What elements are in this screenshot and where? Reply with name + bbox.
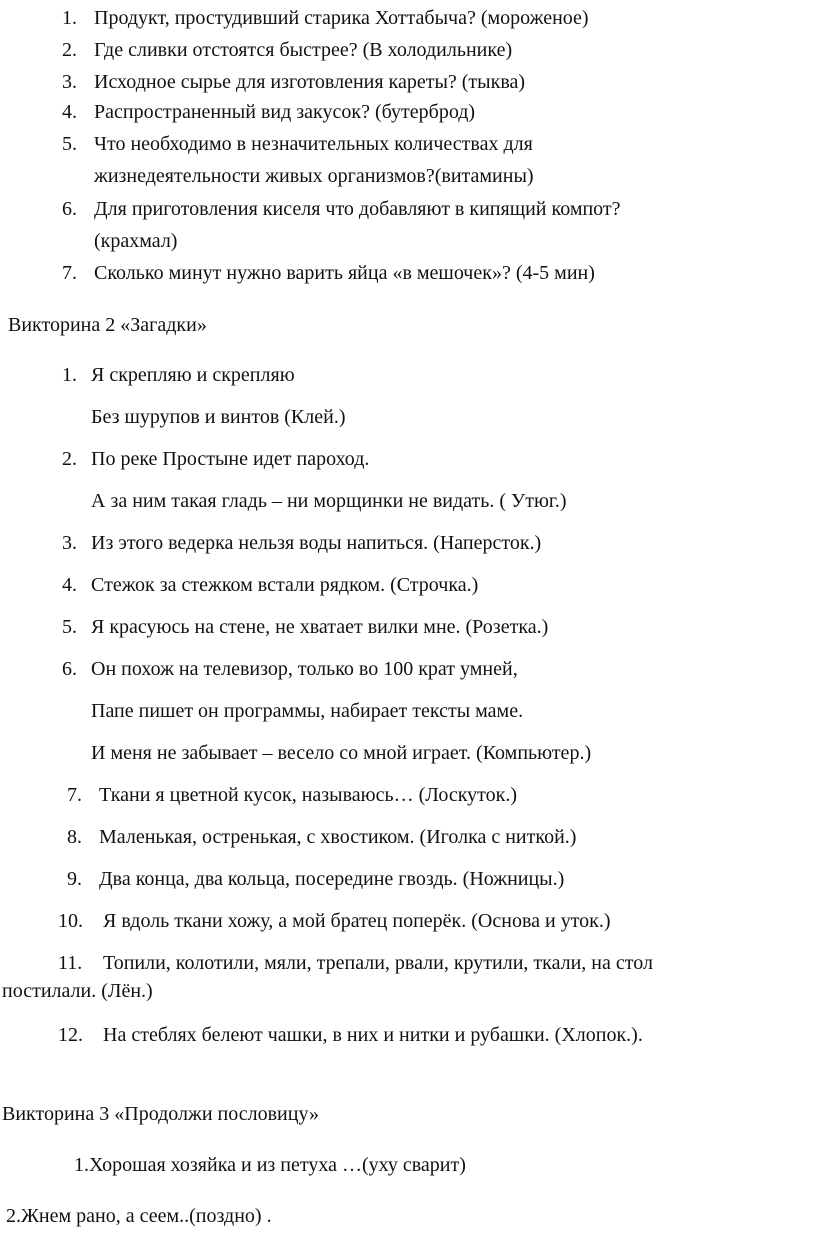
quiz2-item-5-number: 5. xyxy=(62,616,77,638)
quiz1-item-5-number: 5. xyxy=(62,133,77,155)
quiz2-item-7-text: Ткани я цветной кусок, называюсь… (Лоскуток.) xyxy=(99,784,517,806)
quiz2-item-2-text-line2: А за ним такая гладь – ни морщинки не видать. ( Утюг.) xyxy=(91,490,567,512)
quiz1-item-6-number: 6. xyxy=(62,198,77,220)
quiz1-item-2-number: 2. xyxy=(62,39,77,61)
quiz2-item-9-number: 9. xyxy=(67,868,82,890)
quiz2-item-10-number: 10. xyxy=(58,910,83,932)
quiz2-item-10-text: Я вдоль ткани хожу, а мой братец поперёк. (Основа и уток.) xyxy=(103,910,611,932)
quiz1-item-4-text: Распространенный вид закусок? (бутерброд) xyxy=(94,101,476,123)
quiz1-item-5-text-line2: жизнедеятельности живых организмов?(витамины) xyxy=(94,165,534,187)
quiz1-item-3-number: 3. xyxy=(62,71,77,93)
quiz2-heading: Викторина 2 «Загадки» xyxy=(8,314,207,336)
quiz1-item-6-text-line2: (крахмал) xyxy=(94,230,178,252)
quiz2-item-1-number: 1. xyxy=(62,364,77,386)
quiz2-item-11-number: 11. xyxy=(58,952,83,974)
quiz2-item-1-text-line1: Я скрепляю и скрепляю xyxy=(91,364,295,386)
quiz1-item-6-text-line1: Для приготовления киселя что добавляют в кипящий компот? xyxy=(94,198,621,220)
quiz2-item-3-text: Из этого ведерка нельзя воды напиться. (Наперсток.) xyxy=(91,532,542,554)
quiz2-item-6-text-line2: Папе пишет он программы, набирает тексты маме. xyxy=(91,700,524,722)
quiz2-item-7-number: 7. xyxy=(67,784,82,806)
quiz2-item-12-number: 12. xyxy=(58,1024,83,1046)
quiz2-item-2-number: 2. xyxy=(62,448,77,470)
quiz2-item-9-text: Два конца, два кольца, посередине гвоздь. (Ножницы.) xyxy=(99,868,565,890)
quiz1-item-3-text: Исходное сырье для изготовления кареты? (тыква) xyxy=(94,71,526,93)
quiz1-item-1-text: Продукт, простудивший старика Хоттабыча? (мороженое) xyxy=(94,7,589,29)
quiz3-item-2: 2.Жнем рано, а сеем..(поздно) . xyxy=(6,1205,272,1227)
quiz1-item-7-text: Сколько минут нужно варить яйца «в мешочек»? (4-5 мин) xyxy=(94,262,595,284)
quiz2-item-6-text-line3: И меня не забывает – весело со мной играет. (Компьютер.) xyxy=(91,742,592,764)
quiz2-item-11-text-line2: постилали. (Лён.) xyxy=(2,980,153,1002)
quiz2-item-8-number: 8. xyxy=(67,826,82,848)
quiz1-item-4-number: 4. xyxy=(62,101,77,123)
quiz2-item-4-number: 4. xyxy=(62,574,77,596)
quiz2-item-12-text: На стеблях белеют чашки, в них и нитки и рубашки. (Хлопок.). xyxy=(103,1024,643,1046)
quiz2-item-5-text: Я красуюсь на стене, не хватает вилки мне. (Розетка.) xyxy=(91,616,549,638)
quiz2-item-2-text-line1: По реке Простыне идет пароход. xyxy=(91,448,370,470)
quiz2-item-8-text: Маленькая, остренькая, с хвостиком. (Иголка с ниткой.) xyxy=(99,826,577,848)
quiz2-item-6-number: 6. xyxy=(62,658,77,680)
quiz2-item-11-text-line1: Топили, колотили, мяли, трепали, рвали, крутили, ткали, на стол xyxy=(103,952,653,974)
quiz1-item-7-number: 7. xyxy=(62,262,77,284)
quiz2-item-1-text-line2: Без шурупов и винтов (Клей.) xyxy=(91,406,346,428)
quiz1-item-5-text-line1: Что необходимо в незначительных количествах для xyxy=(94,133,533,155)
quiz1-item-2-text: Где сливки отстоятся быстрее? (В холодильнике) xyxy=(94,39,513,61)
quiz2-item-4-text: Стежок за стежком встали рядком. (Строчка.) xyxy=(91,574,479,596)
quiz1-item-1-number: 1. xyxy=(62,7,77,29)
quiz2-item-3-number: 3. xyxy=(62,532,77,554)
quiz3-heading: Викторина 3 «Продолжи пословицу» xyxy=(2,1103,319,1125)
quiz2-item-6-text-line1: Он похож на телевизор, только во 100 крат умней, xyxy=(91,658,518,680)
quiz3-item-1: 1.Хорошая хозяйка и из петуха …(уху сварит) xyxy=(74,1154,466,1176)
